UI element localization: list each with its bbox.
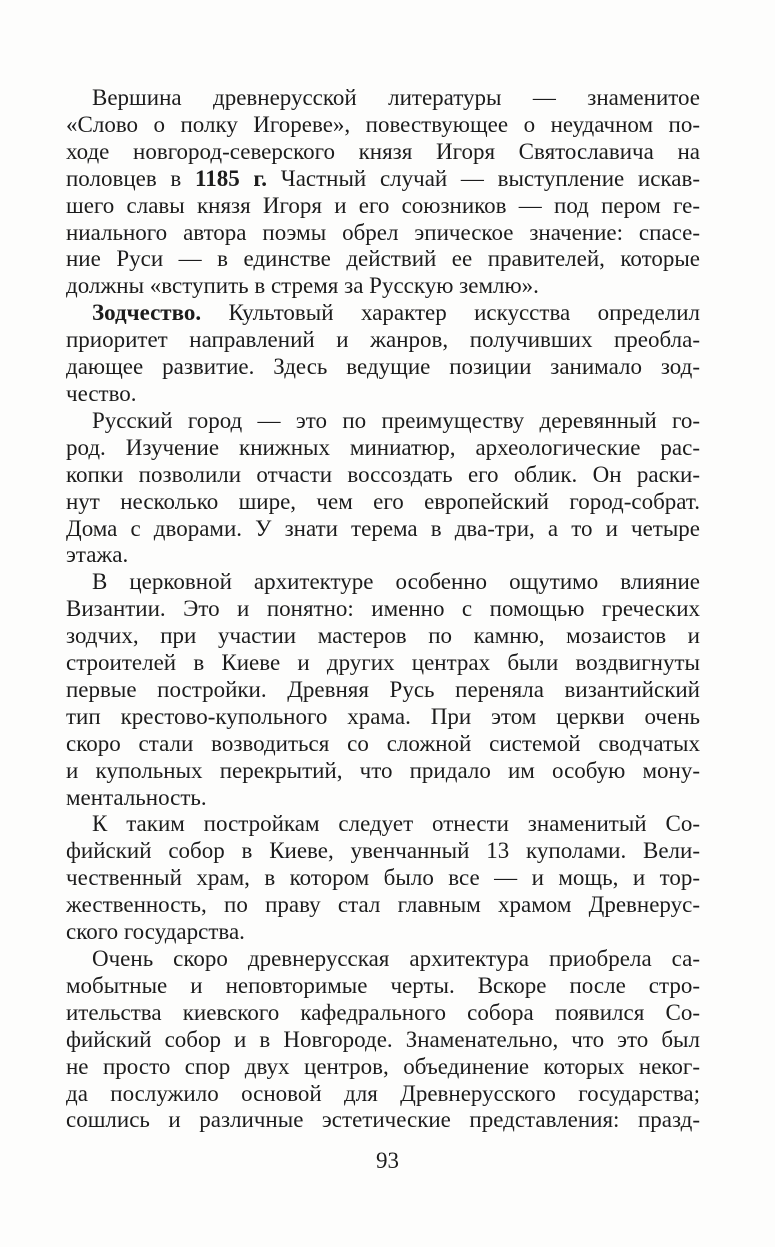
text-line: фийский собор в Киеве, увенчанный 13 куполами. Вели-: [66, 838, 700, 864]
text-line: фийский собор и в Новгороде. Знаменательно, что это был: [66, 1026, 700, 1052]
text-line: сошлись и различные эстетические представления: празд-: [66, 1107, 700, 1133]
paragraph-2: [40, 300, 700, 408]
text-line: скоро стали возводиться со сложной системой сводчатых: [66, 730, 700, 756]
text-line: К таким постройкам следует отнести знаменитый Со-: [92, 811, 700, 837]
text-line: да послужило основой для Древнерусского государства;: [66, 1080, 700, 1106]
text-line: Очень скоро древнерусская архитектура приобрела са-: [92, 946, 700, 971]
text-segment: Культовый характер искусства определил: [201, 300, 700, 326]
page-number: 93: [376, 1148, 399, 1173]
text-line: ского государства.: [66, 919, 245, 945]
text-line: Вершина древнерусской литературы — знаменитое: [92, 85, 700, 110]
text-line: Дома с дворами. У знати терема в два-три, а то и четыре: [66, 515, 700, 541]
text-line: «Слово о полку Игореве», повествующее о неудачном по-: [66, 111, 700, 137]
text-line: В церковной архитектуре особенно ощутимо влияние: [92, 569, 700, 595]
text-line: приоритет направлений и жанров, получивших преобла-: [66, 327, 700, 353]
text-line: этажа.: [66, 542, 129, 568]
text-line: жественность, по праву стал главным храмом Древнерус-: [66, 892, 700, 918]
text-line: ходе новгород-северского князя Игоря Святославича на: [66, 138, 700, 164]
text-line: мобытные и неповторимые черты. Вскоре после стро-: [66, 972, 700, 998]
text-line: тип крестово-купольного храма. При этом церкви очень: [66, 703, 700, 729]
text-line: и купольных перекрытий, что придало им особую мону-: [66, 757, 700, 783]
text-line: зодчих, при участии мастеров по камню, мозаистов и: [66, 623, 700, 649]
text-line: нут несколько шире, чем его европейский город-собрат.: [66, 488, 700, 514]
section-heading: Зодчество.: [92, 300, 202, 326]
paragraph-3: [40, 408, 700, 569]
text-line: [40, 166, 700, 193]
text-line: ние Руси — в единстве действий ее правителей, которые: [66, 246, 700, 272]
text-line: должны «вступить в стремя за Русскую землю».: [66, 273, 539, 299]
text-line: [40, 300, 700, 327]
text-line: копки позволили отчасти воссоздать его облик. Он раски-: [66, 461, 700, 487]
text-segment: половцев в: [66, 165, 195, 191]
text-line: чественный храм, в котором было все — и мощь, и тор-: [66, 865, 700, 891]
text-line: род. Изучение книжных миниатюр, археологические рас-: [66, 434, 700, 460]
text-line: шего славы князя Игоря и его союзников — под пером ге-: [66, 192, 700, 218]
paragraph-1: [40, 85, 700, 300]
text-line: строителей в Киеве и других центрах были воздвигнуты: [66, 650, 700, 676]
text-line: первые постройки. Древняя Русь переняла византийский: [66, 676, 700, 702]
body-text: [40, 85, 700, 1134]
paragraph-4: [40, 569, 700, 811]
text-line: ительства киевского кафедрального собора появился Со-: [66, 999, 700, 1025]
text-line: чество.: [66, 380, 137, 406]
text-line: Византии. Это и понятно: именно с помощью греческих: [66, 596, 700, 622]
text-line: дающее развитие. Здесь ведущие позиции занимало зод-: [66, 354, 700, 380]
paragraph-5: [40, 811, 700, 946]
bold-year: 1185 г.: [195, 165, 268, 191]
text-line: ниального автора поэмы обрел эпическое значение: спасе-: [66, 219, 700, 245]
text-line: ментальность.: [66, 784, 207, 810]
text-line: Русский город — это по преимуществу деревянный го-: [92, 407, 700, 433]
text-segment: Частный случай — выступление искав-: [267, 165, 700, 191]
text-line: не просто спор двух центров, объединение которых неког-: [66, 1053, 700, 1079]
paragraph-6: [40, 946, 700, 1134]
